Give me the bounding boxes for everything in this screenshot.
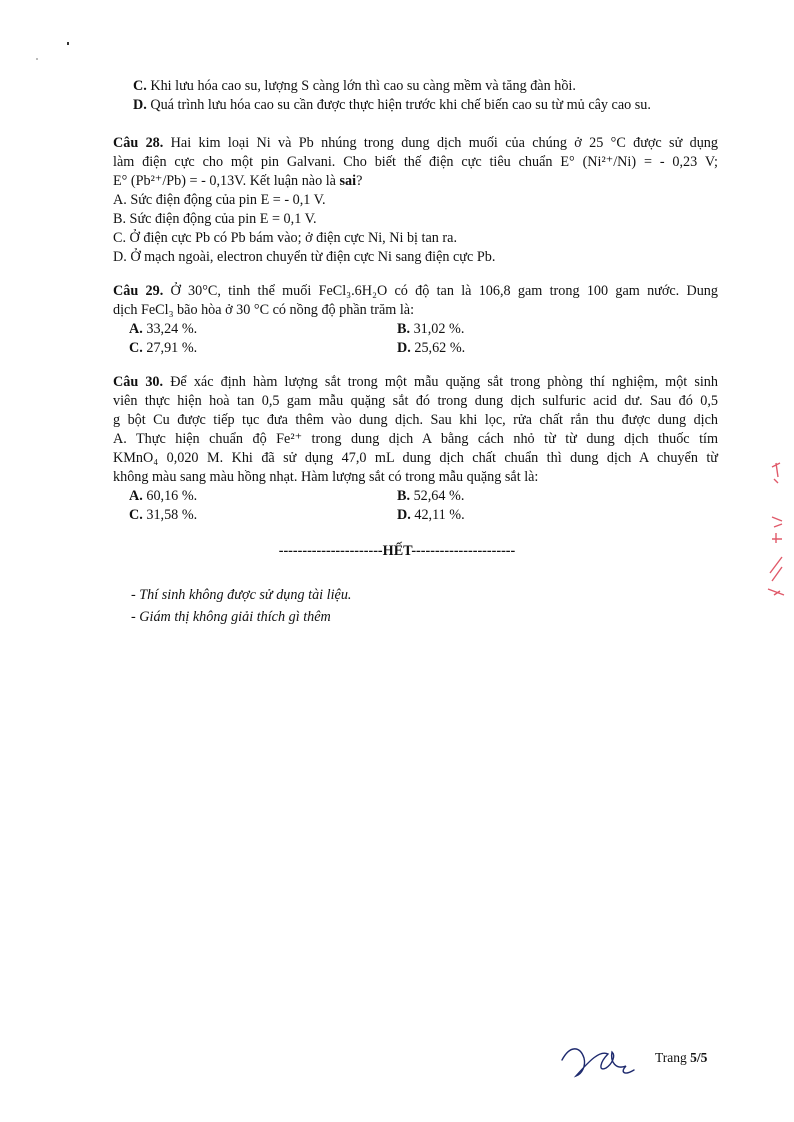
q30-line-6: không màu sang màu hồng nhạt. Hàm lượng sắt có trong mẫu quặng sắt là: (113, 469, 539, 485)
q30-line-1: Câu 30. Để xác định hàm lượng sắt trong một mẫu quặng sắt trong phòng thí nghiệm, một sinh (113, 374, 718, 390)
option-c: C. Khi lưu hóa cao su, lượng S càng lớn thì cao su càng mềm và tăng đàn hồi. (133, 78, 576, 94)
page-number: 5/5 (690, 1050, 708, 1065)
previous-question-options (113, 77, 718, 115)
q28-option-a: A. Sức điện động của pin E = - 0,1 V. (113, 192, 326, 208)
q30-line-4: A. Thực hiện chuẩn độ Fe²⁺ trong dung dịch A bằng cách nhỏ từ từ dung dịch thuốc tím (113, 431, 718, 447)
q29-options (129, 320, 718, 358)
page-footer: Trang 5/5 (655, 1050, 708, 1065)
q28-option-d: D. Ở mạch ngoài, electron chuyển từ điện cực Ni sang điện cực Pb. (113, 249, 496, 265)
scan-speck (36, 58, 38, 60)
q28-line-2: làm điện cực cho một pin Galvani. Cho biết thế điện cực tiêu chuẩn E° (Ni²⁺/Ni) = - 0,23 V; (113, 154, 718, 170)
q30-option-c: C. 31,58 %. (129, 507, 198, 523)
q29-option-d: D. 25,62 %. (397, 340, 466, 356)
note-item: - Thí sinh không được sử dụng tài liệu. (131, 587, 352, 603)
question-30 (113, 373, 718, 525)
q30-line-5: KMnO₄ 0,020 M. Khi đã sử dụng 47,0 mL dung dịch chất chuẩn thì dung dịch A chuyển từ (113, 450, 718, 466)
q29-option-c: C. 27,91 %. (129, 340, 198, 356)
q30-option-b: B. 52,64 %. (397, 488, 465, 504)
q29-line-2: dịch FeCl₃ bão hòa ở 30 °C có nồng độ phần trăm là: (113, 302, 415, 318)
q28-option-b: B. Sức điện động của pin E = 0,1 V. (113, 211, 317, 227)
q30-option-a: A. 60,16 %. (129, 488, 198, 504)
signature (560, 1040, 640, 1080)
q30-option-d: D. 42,11 %. (397, 507, 465, 523)
option-d: D. Quá trình lưu hóa cao su cần được thực hiện trước khi chế biến cao su từ mủ cây cao su. (133, 97, 651, 113)
q28-option-c: C. Ở điện cực Pb có Pb bám vào; ở điện cực Ni, Ni bị tan ra. (113, 230, 457, 246)
question-29 (113, 282, 718, 358)
question-28 (113, 134, 718, 267)
q30-options (129, 487, 718, 525)
q28-line-1: Câu 28. Hai kim loại Ni và Pb nhúng trong dung dịch muối của chúng ở 25 °C được sử dụng (113, 135, 718, 151)
q30-line-2: viên thực hiện hoà tan 0,5 gam mẫu quặng sắt đó trong dung dịch sulfuric acid dư. Sau đó 0,5 (113, 393, 718, 409)
scan-speck (67, 42, 69, 45)
note-item: - Giám thị không giải thích gì thêm (131, 609, 331, 625)
red-stamp-mark (762, 455, 792, 605)
q30-line-3: g bột Cu được tiếp tục đưa thêm vào dung dịch. Sau khi lọc, rửa chất rắn thu được dung dịch (113, 412, 718, 428)
q29-line-1: Câu 29. Ở 30°C, tinh thể muối FeCl₃.6H₂O có độ tan là 106,8 gam trong 100 gam nước. Dung (113, 283, 718, 299)
q29-option-b: B. 31,02 %. (397, 321, 465, 337)
q28-line-3: E° (Pb²⁺/Pb) = - 0,13V. Kết luận nào là sai? (113, 173, 363, 189)
exam-notes (131, 584, 351, 628)
end-marker: ----------------------HẾT---------------------- (278, 543, 516, 559)
q29-option-a: A. 33,24 %. (129, 321, 198, 337)
